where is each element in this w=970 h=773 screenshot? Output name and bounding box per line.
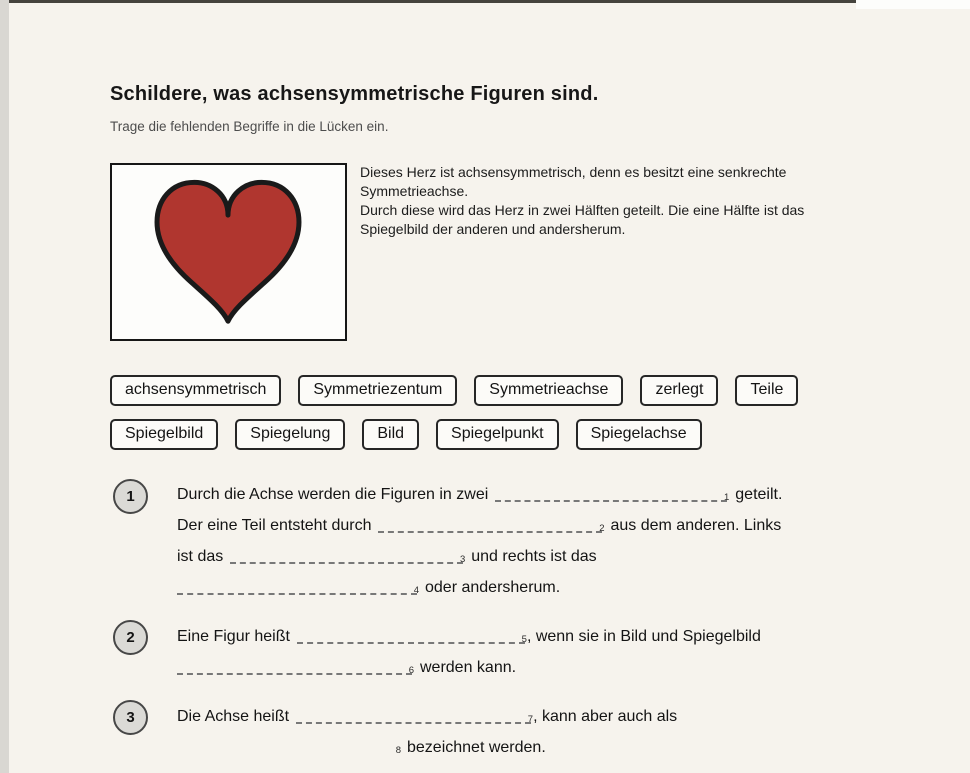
word-chip-spiegelung[interactable]: Spiegelung	[235, 419, 345, 450]
word-chip-symmetrieachse[interactable]: Symmetrieachse	[474, 375, 623, 406]
exercise-1-line-1	[177, 486, 782, 504]
figure-description-line: Durch diese wird das Herz in zwei Hälften geteilt. Die eine Hälfte ist das	[360, 202, 805, 218]
exercise-text: bezeichnet werden.	[407, 739, 546, 756]
exercise-2-line-2	[177, 659, 516, 677]
word-chip-spiegelbild[interactable]: Spiegelbild	[110, 419, 218, 450]
exercise-1-line-4	[177, 579, 560, 597]
exercise-text: Der eine Teil entsteht durch	[177, 517, 372, 534]
blank-index: 7	[527, 714, 534, 725]
figure-description-line: Symmetrieachse.	[360, 183, 469, 199]
exercise-text: aus dem anderen. Links	[610, 517, 782, 534]
exercise-text: Durch die Achse werden die Figuren in zwei	[177, 486, 489, 503]
exercise-text: oder andersherum.	[425, 579, 561, 596]
exercise-text: und rechts ist das	[471, 548, 597, 565]
exercise-3-line-2	[177, 739, 546, 757]
word-chip-bild[interactable]: Bild	[362, 419, 419, 450]
blank-6[interactable]	[177, 659, 412, 675]
exercise-2-line-1	[177, 628, 761, 646]
blank-1[interactable]	[495, 486, 730, 503]
blank-7[interactable]	[296, 708, 534, 725]
top-edge-line	[9, 0, 970, 3]
exercise-text: werden kann.	[420, 659, 517, 676]
blank-index: 3	[459, 554, 466, 565]
figure-description	[360, 163, 890, 239]
blank-8[interactable]	[177, 739, 399, 755]
blank-index: 2	[599, 523, 605, 534]
blank-index: 8	[395, 745, 401, 756]
blank-index: 4	[413, 585, 419, 596]
blank-4[interactable]	[177, 579, 417, 595]
word-chip-spiegelpunkt[interactable]: Spiegelpunkt	[436, 419, 559, 450]
exercise-1-line-2	[177, 517, 781, 535]
word-chip-teile[interactable]: Teile	[735, 375, 798, 406]
exercise-text: ist das	[177, 548, 224, 565]
word-bank-row-1	[110, 375, 798, 406]
exercise-3-line-1	[177, 708, 677, 726]
left-edge-strip	[0, 0, 9, 773]
word-bank-row-2	[110, 419, 702, 450]
top-right-patch	[856, 0, 970, 9]
word-chip-zerlegt[interactable]: zerlegt	[640, 375, 718, 406]
exercise-1-line-3	[177, 548, 597, 566]
page-title: Schildere, was achsensymmetrische Figuren sind.	[110, 83, 599, 105]
exercise-text: , kann aber auch als	[533, 708, 678, 725]
exercise-2-number-badge: 2	[113, 620, 148, 655]
exercise-text: Eine Figur heißt	[177, 628, 290, 645]
exercise-3-number-badge: 3	[113, 700, 148, 735]
exercise-text: , wenn sie in Bild und Spiegelbild	[526, 628, 761, 645]
exercise-text: Die Achse heißt	[177, 708, 290, 725]
blank-3[interactable]	[230, 548, 466, 565]
blank-index: 6	[408, 665, 414, 676]
exercise-text: geteilt.	[735, 486, 783, 503]
word-chip-symmetriezentum[interactable]: Symmetriezentum	[298, 375, 457, 406]
blank-2[interactable]	[378, 517, 605, 534]
figure-description-line: Dieses Herz ist achsensymmetrisch, denn es besitzt eine senkrechte	[360, 164, 787, 180]
blank-5[interactable]	[297, 628, 525, 644]
exercise-1-number-badge: 1	[113, 479, 148, 514]
word-chip-achsensymmetrisch[interactable]: achsensymmetrisch	[110, 375, 281, 406]
figure-description-line: Spiegelbild der anderen und andersherum.	[360, 221, 626, 237]
page-subtitle: Trage die fehlenden Begriffe in die Lücken ein.	[110, 119, 389, 134]
word-chip-spiegelachse[interactable]: Spiegelachse	[576, 419, 702, 450]
blank-index: 5	[521, 634, 527, 645]
heart-icon	[148, 173, 308, 329]
blank-index: 1	[723, 492, 730, 503]
heart-figure-box	[110, 163, 347, 341]
